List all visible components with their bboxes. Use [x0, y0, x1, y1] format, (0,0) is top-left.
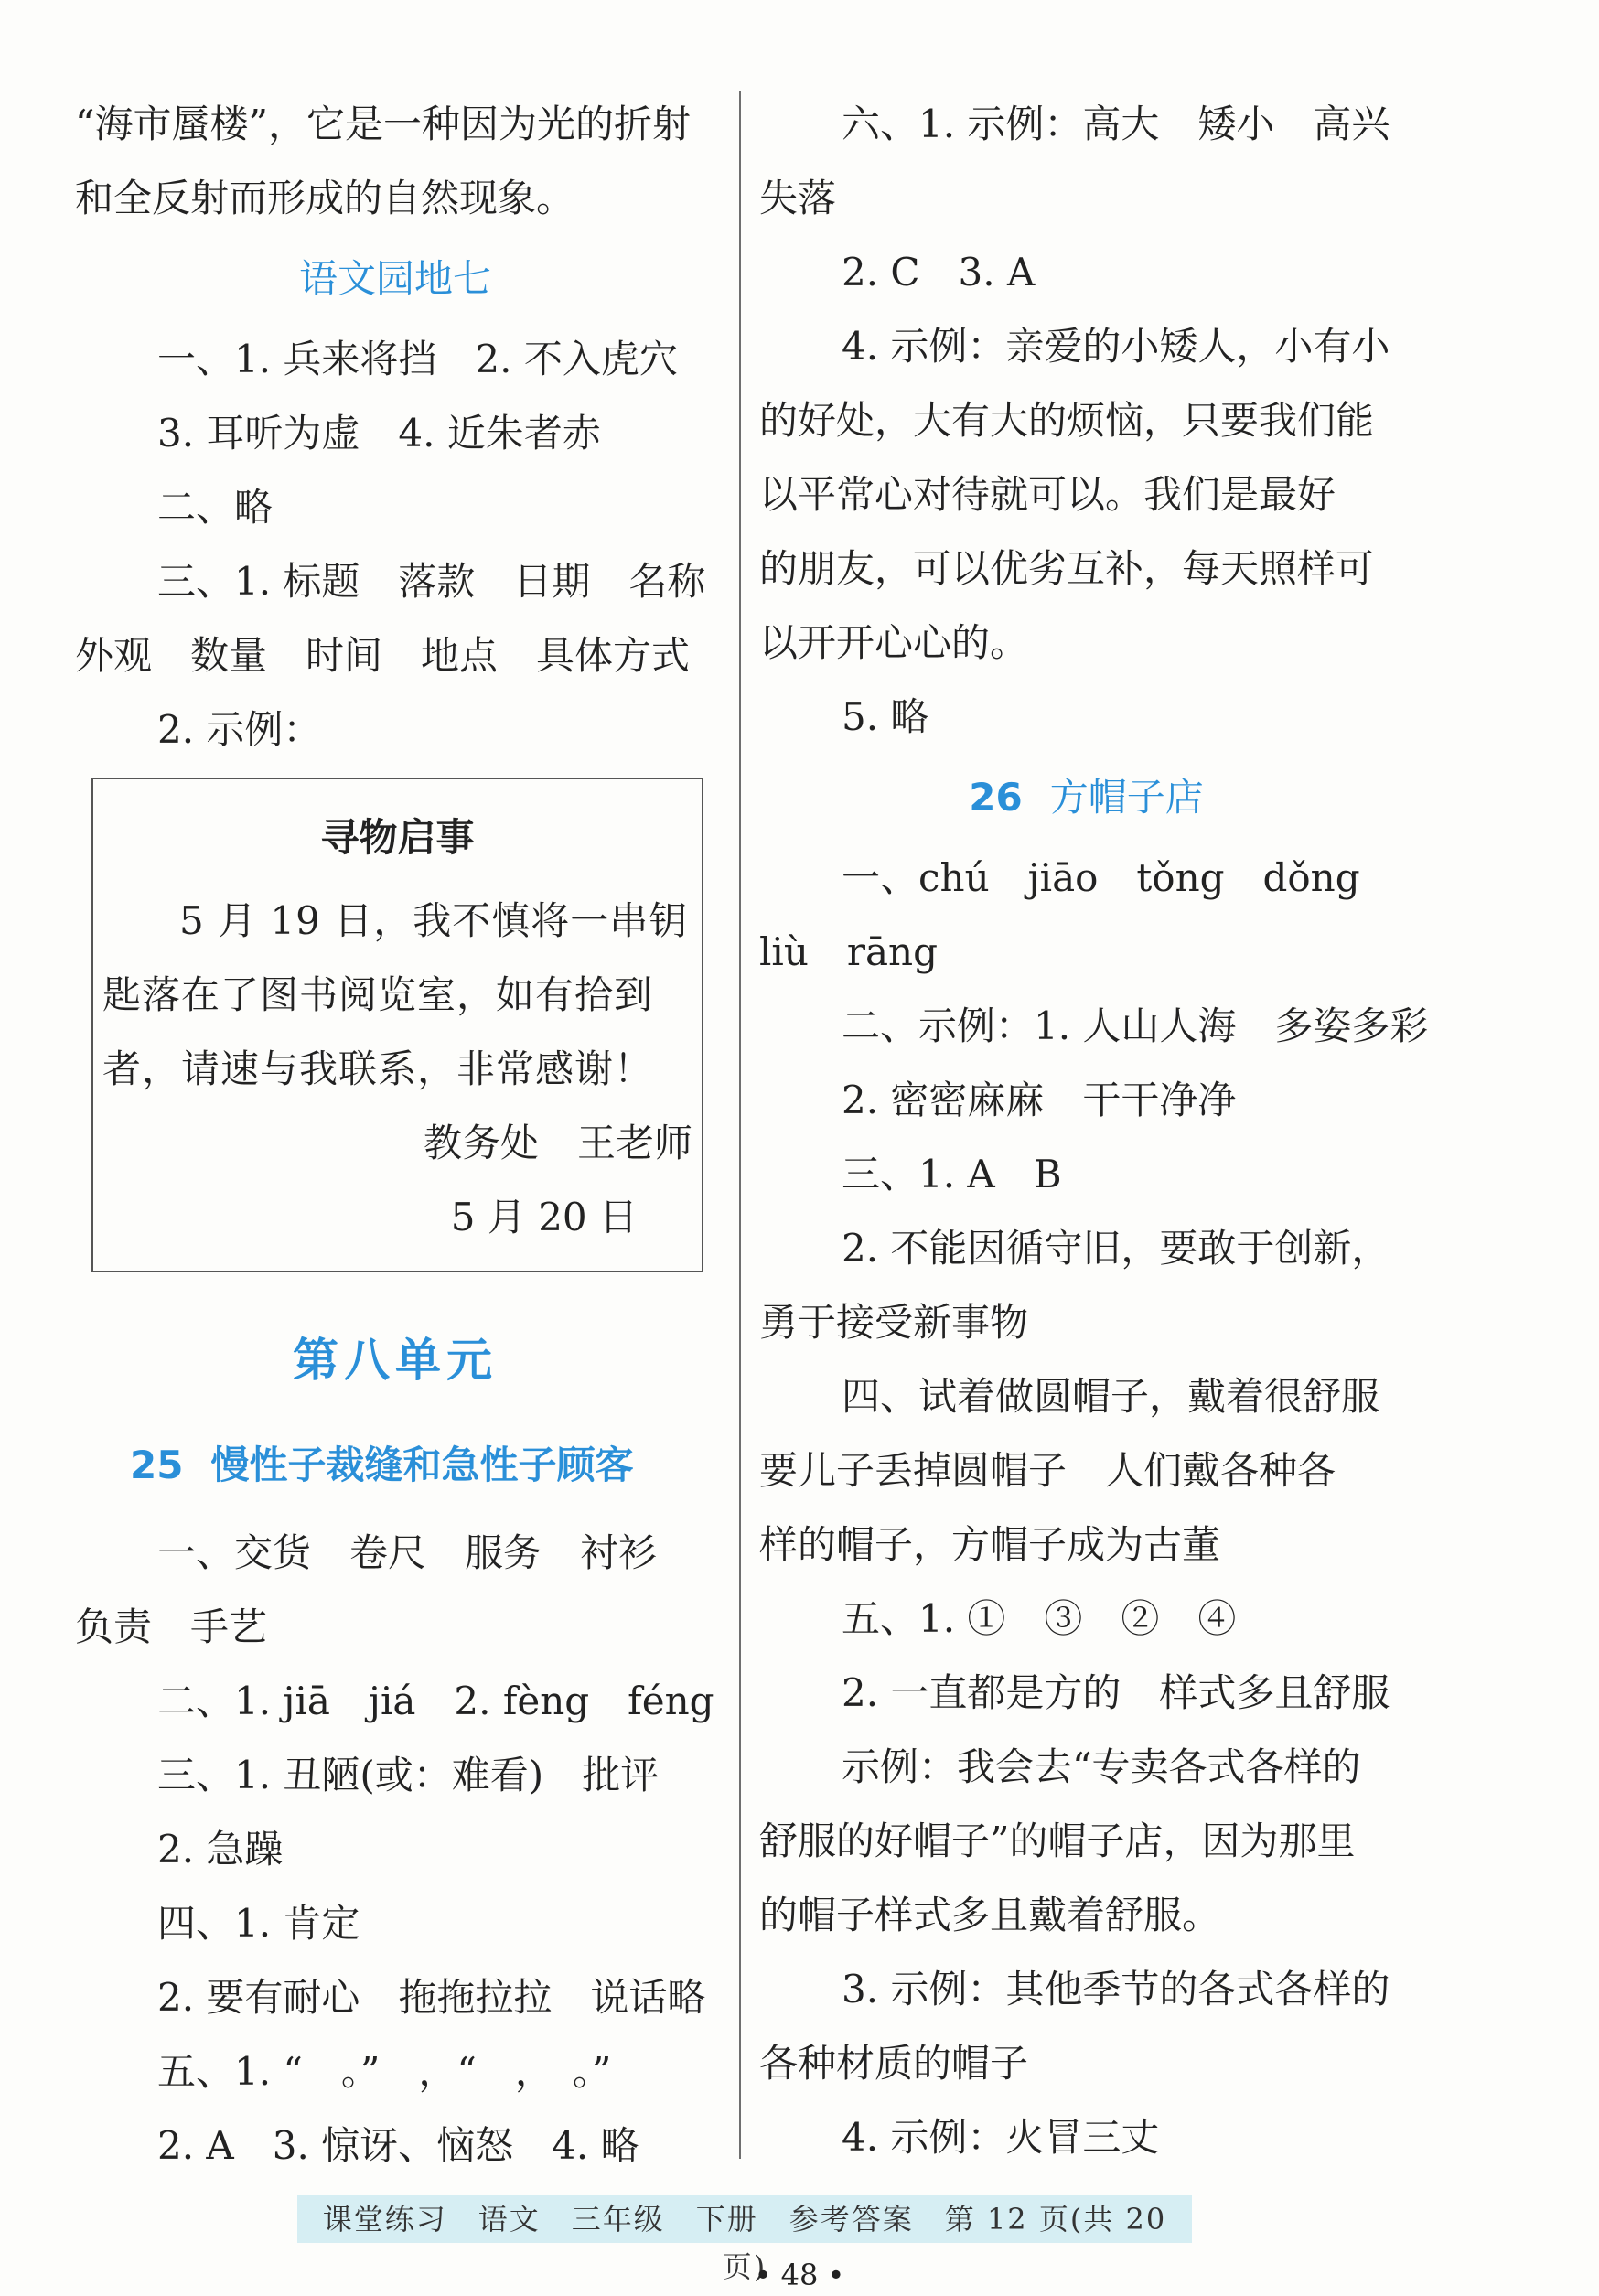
right-column: [759, 87, 1429, 2174]
answer-line: 的帽子样式多且戴着舒服。: [759, 1893, 1221, 1937]
answer-line: 一、1. 兵来将挡 2. 不入虎穴: [157, 337, 678, 381]
section-heading: 语文园地七: [298, 256, 491, 301]
answer-line: 一、交货 卷尺 服务 衬衫: [157, 1530, 658, 1575]
lesson-heading: [75, 1415, 715, 1516]
answer-line: 五、1. ① ③ ② ④: [842, 1596, 1237, 1641]
answer-line: 以开开心心的。: [759, 620, 1029, 665]
answer-line: 的好处，大有大的烦恼，只要我们能: [759, 398, 1375, 443]
answer-line: 要儿子丢掉圆帽子 人们戴各种各: [759, 1448, 1336, 1493]
left-column: [75, 87, 715, 2183]
answer-line: 二、1. jiā jiá 2. fèng féng: [157, 1679, 714, 1723]
answer-line: 二、示例：1. 人山人海 多姿多彩: [842, 1003, 1429, 1048]
answer-line: 的朋友，可以优劣互补，每天照样可: [759, 546, 1375, 591]
answer-line: 2. 一直都是方的 样式多且舒服: [842, 1670, 1390, 1715]
lesson-title: 方帽子店: [1049, 775, 1204, 820]
unit-heading: 第八单元: [293, 1333, 498, 1387]
answer-line: 负责 手艺: [75, 1604, 268, 1649]
text-line: “海市蜃楼”，它是一种因为光的折射: [75, 102, 691, 146]
answer-line: 失落: [759, 176, 837, 220]
answer-line: 2. 不能因循守旧，要敢于创新，: [842, 1226, 1390, 1271]
answer-line: 2. C 3. A: [842, 250, 1036, 295]
answer-line: 3. 示例：其他季节的各式各样的: [842, 1967, 1390, 2012]
notice-signature: 教务处 王老师: [423, 1121, 692, 1165]
answer-line: 2. 密密麻麻 干干净净: [842, 1078, 1237, 1122]
answer-line: 勇于接受新事物: [759, 1300, 1029, 1345]
answer-line: 2. 急躁: [157, 1827, 284, 1872]
answer-line: 2. 示例：: [157, 707, 322, 752]
answer-line: 以平常心对待就可以。我们是最好: [759, 472, 1336, 517]
answer-line: 5. 略: [842, 694, 929, 739]
notice-body: [93, 884, 702, 1106]
answer-line: 4. 示例：亲爱的小矮人，小有小: [842, 324, 1390, 369]
lesson-number: 25: [130, 1443, 184, 1487]
lesson-heading: [759, 754, 1413, 841]
answer-line: 一、chú jiāo tǒng dǒng: [842, 855, 1360, 900]
answer-line: 样的帽子，方帽子成为古董: [759, 1522, 1221, 1567]
notice-body-text: 5 月 19 日，我不慎将一串钥匙落在了图书阅览室，如有拾到者，请速与我联系，非常感谢！: [102, 898, 689, 1091]
answer-line: 舒服的好帽子”的帽子店，因为那里: [759, 1819, 1356, 1863]
answer-line: 2. A 3. 惊讶、恼怒 4. 略: [157, 2123, 639, 2168]
answer-line: liù rāng: [759, 929, 938, 974]
column-divider: [739, 91, 741, 2159]
answer-line: 四、1. 肯定: [157, 1901, 360, 1946]
answer-line: 四、试着做圆帽子，戴着很舒服: [842, 1374, 1380, 1419]
answer-line: 2. 要有耐心 拖拖拉拉 说话略: [157, 1975, 706, 2020]
answer-line: 4. 示例：火冒三丈: [842, 2115, 1160, 2160]
answer-line: 三、1. 丑陋(或：难看) 批评: [157, 1753, 660, 1797]
answer-line: 示例：我会去“专卖各式各样的: [842, 1744, 1361, 1789]
answer-line: 六、1. 示例：高大 矮小 高兴: [842, 102, 1390, 146]
notice-date: 5 月 20 日: [450, 1195, 638, 1239]
page-number: • 48 •: [754, 2258, 845, 2292]
lesson-number: 26: [969, 775, 1023, 820]
lost-item-notice-box: [91, 778, 703, 1272]
notice-title: 寻物启事: [320, 815, 475, 860]
answer-line: 各种材质的帽子: [759, 2041, 1029, 2086]
text-line: 和全反射而形成的自然现象。: [75, 176, 575, 220]
answer-line: 外观 数量 时间 地点 具体方式: [75, 633, 691, 678]
answer-line: 五、1. “ 。” ，“ ， 。”: [157, 2049, 612, 2094]
page-footer: 课堂练习 语文 三年级 下册 参考答案 第 12 页(共 20 页): [297, 2195, 1192, 2243]
lesson-title: 慢性子裁缝和急性子顾客: [210, 1443, 634, 1487]
answer-line: 三、1. 标题 落款 日期 名称: [157, 559, 706, 604]
answer-line: 二、略: [157, 485, 274, 530]
answer-line: 三、1. A B: [842, 1152, 1062, 1196]
answer-line: 3. 耳听为虚 4. 近朱者赤: [157, 411, 601, 456]
